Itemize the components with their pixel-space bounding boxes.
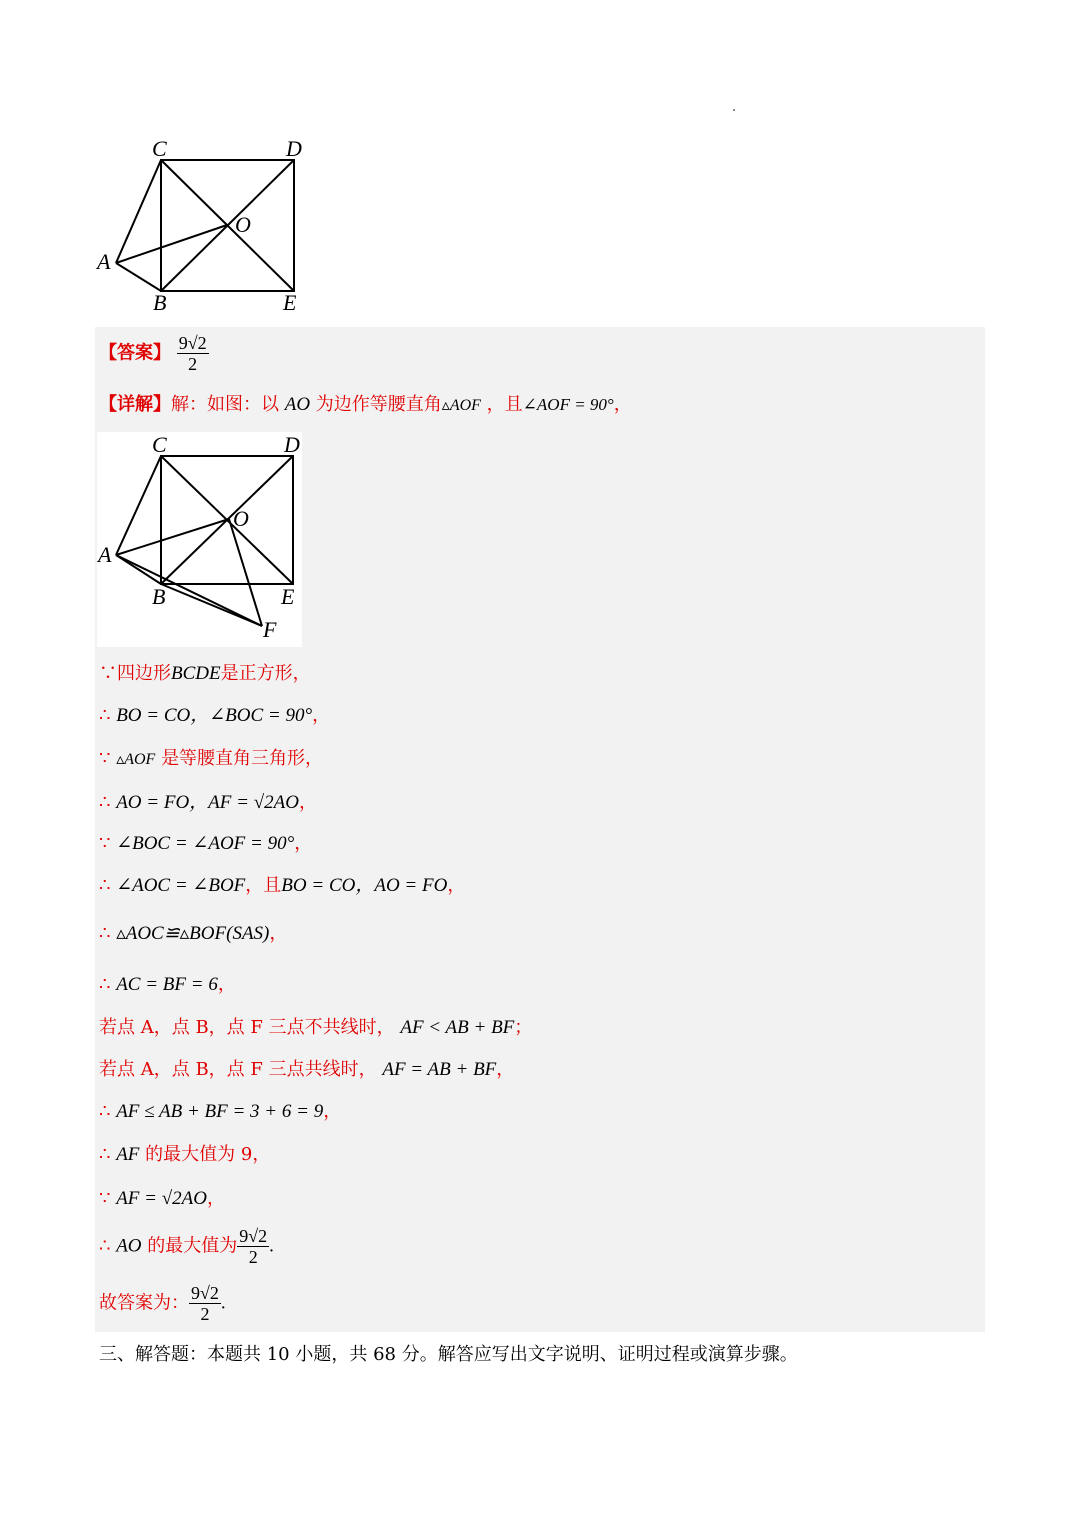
step-3-post: 是等腰直角三角形， bbox=[161, 748, 324, 769]
step-9-post: ； bbox=[514, 1017, 533, 1038]
max-ao-end: . bbox=[269, 1235, 274, 1257]
step-12-math: AF bbox=[116, 1144, 140, 1165]
step-9-pre: 若点 A，点 B，点 F 三点不共线时， bbox=[99, 1017, 395, 1038]
answer-frac-den: 2 bbox=[188, 354, 198, 374]
step-8 bbox=[99, 973, 236, 997]
step-13-math: AF = √2AO bbox=[116, 1188, 207, 1209]
step-2 bbox=[99, 704, 330, 728]
step-4-post: ， bbox=[298, 792, 317, 813]
step-8-pre: ∴ bbox=[99, 974, 117, 995]
detail-math-3: ∠AOF = 90° bbox=[522, 395, 614, 414]
step-3 bbox=[99, 747, 323, 772]
final-frac-den: 2 bbox=[200, 1304, 210, 1324]
section-header: 三、解答题：本题共 10 小题，共 68 分。解答应写出文字说明、证明过程或演算步骤。 bbox=[99, 1344, 798, 1365]
answer-fraction bbox=[177, 333, 209, 374]
max-ao-math: AO bbox=[116, 1235, 142, 1257]
segment-af bbox=[116, 555, 262, 626]
step-7-math: ▵AOC≌▵BOF(SAS) bbox=[116, 923, 270, 944]
step-5-math: ∠BOC = ∠AOF = 90° bbox=[116, 833, 295, 854]
answer-line bbox=[99, 333, 209, 374]
step-8-math: AC = BF = 6 bbox=[116, 974, 218, 995]
step-7-post: ， bbox=[269, 923, 288, 944]
step-10-post: ， bbox=[496, 1059, 515, 1080]
detail-text-4: ， bbox=[613, 394, 632, 415]
step-1-math: BCDE bbox=[171, 663, 221, 684]
label-o: O bbox=[235, 212, 251, 237]
segment-ab bbox=[116, 263, 161, 291]
step-13 bbox=[99, 1187, 225, 1211]
segment-ac bbox=[116, 160, 161, 263]
detail-math-1: AO bbox=[284, 394, 311, 415]
label-a-2: A bbox=[98, 542, 112, 567]
step-5-pre: ∵ bbox=[99, 833, 117, 854]
step-9-math: AF < AB + BF bbox=[400, 1017, 515, 1038]
step-10-pre: 若点 A，点 B，点 F 三点共线时， bbox=[99, 1059, 377, 1080]
step-2-math: BO = CO，∠BOC = 90° bbox=[116, 705, 313, 726]
step-13-pre: ∵ bbox=[99, 1188, 117, 1209]
step-3-math: ▵AOF bbox=[116, 751, 156, 768]
detail-text-1: 解：如图：以 bbox=[171, 394, 279, 415]
figure-square-2-bg bbox=[97, 432, 302, 647]
label-b-2: B bbox=[152, 584, 166, 609]
step-12 bbox=[99, 1143, 270, 1167]
segment-ao bbox=[116, 225, 227, 263]
step-7-pre: ∴ bbox=[99, 923, 117, 944]
label-a: A bbox=[97, 249, 111, 274]
step-6-post: ， bbox=[447, 875, 466, 896]
figure-square-2 bbox=[97, 432, 302, 647]
final-fraction bbox=[189, 1283, 221, 1324]
step-6 bbox=[99, 874, 465, 898]
detail-line bbox=[99, 393, 632, 418]
step-7 bbox=[99, 922, 287, 946]
step-11-post: ， bbox=[323, 1101, 342, 1122]
step-3-pre: ∵ bbox=[99, 748, 117, 769]
segment-of bbox=[229, 519, 262, 626]
figure-square-1 bbox=[92, 132, 322, 317]
max-ao-frac-num: 9√2 bbox=[239, 1226, 268, 1246]
label-f: F bbox=[263, 617, 277, 642]
final-end: . bbox=[220, 1292, 226, 1314]
step-11-math: AF ≤ AB + BF = 3 + 6 = 9 bbox=[116, 1101, 324, 1122]
final-answer bbox=[99, 1283, 226, 1324]
answer-tag: 【答案】 bbox=[99, 342, 171, 364]
step-1-post: 是正方形， bbox=[220, 663, 311, 684]
step-max-ao bbox=[99, 1226, 274, 1267]
stray-dot bbox=[733, 109, 735, 111]
final-frac-num: 9√2 bbox=[191, 1283, 219, 1303]
step-8-post: ， bbox=[217, 974, 236, 995]
step-1-pre: ∵四边形 bbox=[99, 663, 171, 684]
detail-math-2: ▵AOF bbox=[441, 397, 481, 414]
max-ao-post: 的最大值为 bbox=[147, 1235, 238, 1257]
step-6-mid: ，且 bbox=[245, 875, 282, 896]
max-ao-fraction bbox=[237, 1226, 269, 1267]
step-11-pre: ∴ bbox=[99, 1101, 117, 1122]
step-10-math: AF = AB + BF bbox=[382, 1059, 497, 1080]
step-10 bbox=[99, 1058, 514, 1082]
detail-tag: 【详解】 bbox=[99, 394, 171, 415]
step-12-pre: ∴ bbox=[99, 1144, 117, 1165]
label-b: B bbox=[153, 290, 167, 315]
step-5-post: ， bbox=[294, 833, 313, 854]
step-2-pre: ∴ bbox=[99, 705, 117, 726]
step-6-math: ∠AOC = ∠BOF bbox=[116, 875, 246, 896]
detail-text-2: 为边作等腰直角 bbox=[315, 394, 442, 415]
step-1 bbox=[99, 662, 311, 686]
segment-ac-2 bbox=[116, 456, 161, 555]
step-4-math: AO = FO，AF = √2AO bbox=[116, 792, 299, 813]
label-d-2: D bbox=[284, 432, 300, 457]
detail-text-3: ，且 bbox=[486, 394, 523, 415]
step-4 bbox=[99, 791, 317, 815]
step-2-post: ， bbox=[312, 705, 331, 726]
answer-frac-num: 9√2 bbox=[178, 333, 207, 353]
step-13-post: ， bbox=[206, 1188, 225, 1209]
final-pre: 故答案为： bbox=[99, 1292, 189, 1314]
label-c: C bbox=[152, 136, 167, 161]
segment-bf bbox=[161, 584, 262, 626]
step-12-post: 的最大值为 9， bbox=[145, 1144, 271, 1165]
label-c-2: C bbox=[152, 432, 167, 457]
step-6-pre: ∴ bbox=[99, 875, 117, 896]
max-ao-pre: ∴ bbox=[99, 1235, 117, 1257]
step-11 bbox=[99, 1100, 341, 1124]
segment-ao-2 bbox=[116, 519, 229, 555]
max-ao-frac-den: 2 bbox=[248, 1247, 258, 1267]
step-6-math-2: BO = CO，AO = FO bbox=[281, 875, 448, 896]
step-5 bbox=[99, 832, 312, 856]
label-e-2: E bbox=[281, 584, 295, 609]
label-o-2: O bbox=[233, 506, 249, 531]
step-9 bbox=[99, 1016, 532, 1040]
label-d: D bbox=[286, 136, 302, 161]
label-e: E bbox=[283, 290, 297, 315]
step-4-pre: ∴ bbox=[99, 792, 117, 813]
